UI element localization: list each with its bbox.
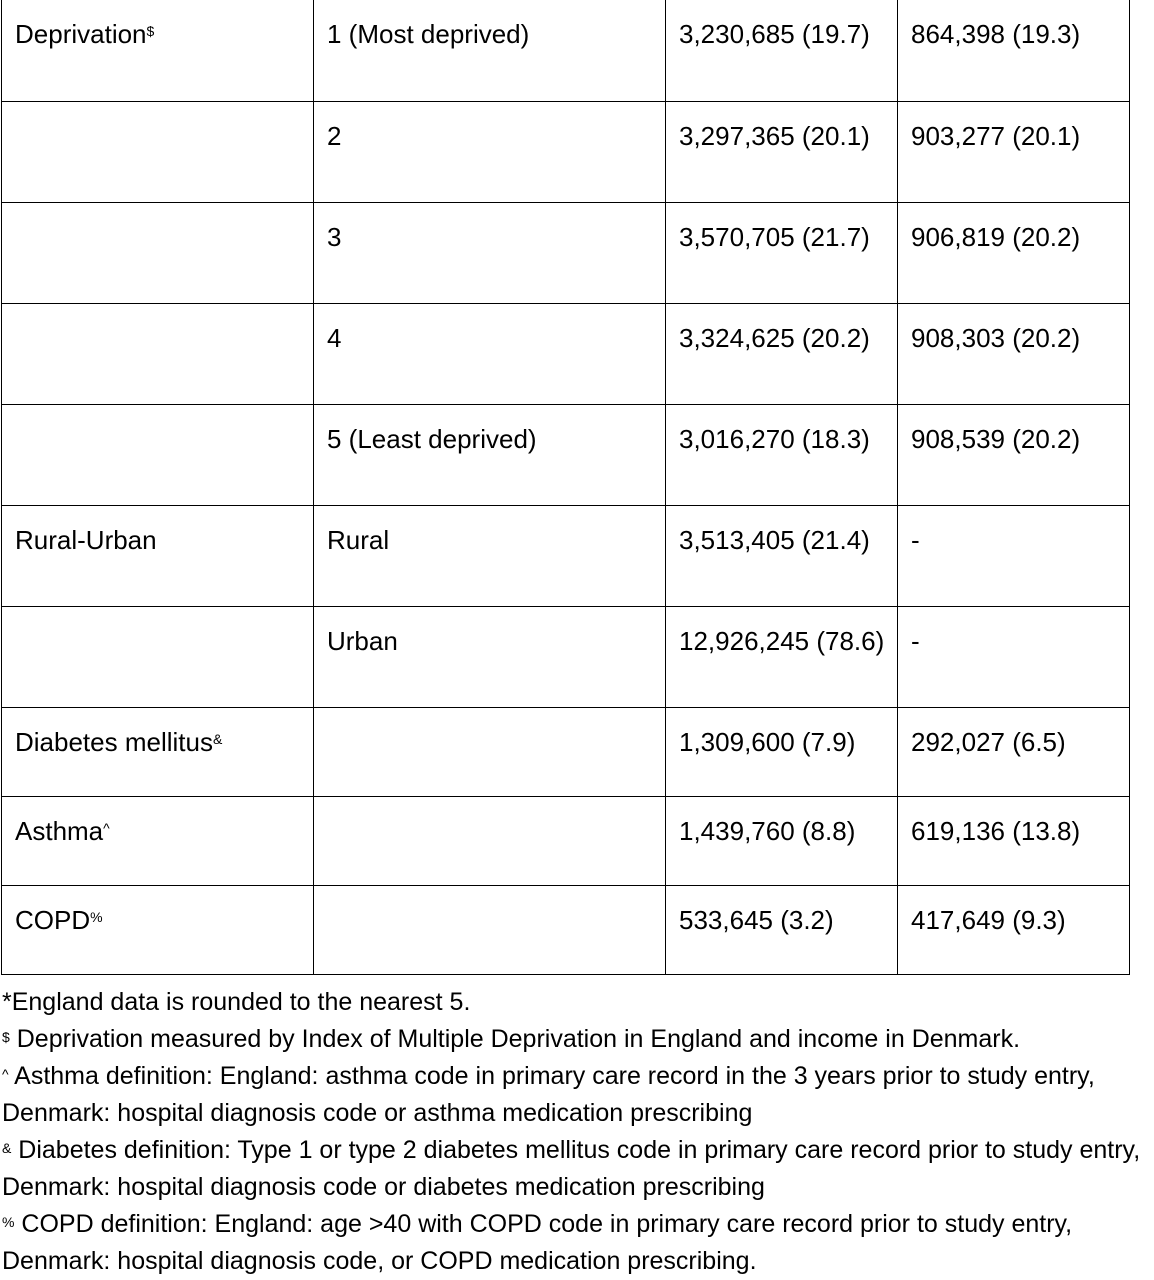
england-cell: 3,513,405 (21.4) [666,505,898,606]
characteristics-table [1,0,1130,975]
category-cell: 2 [314,101,666,202]
footnote-marker: $ [146,23,155,39]
table-row [2,404,1130,505]
row-label-cell [2,202,314,303]
category-cell: Urban [314,606,666,707]
table-row [2,303,1130,404]
row-label: Asthma [15,815,104,846]
footnote-text: Deprivation measured by Index of Multiple Deprivation in England and income in Denmark. [9,1025,1021,1053]
footnote-marker: % [90,908,103,925]
table-row [2,885,1130,974]
table-row [2,505,1130,606]
footnote-text: COPD definition: England: age >40 with COPD code in primary care record prior to study entry, Denmark: hospital diagnosis code, or COPD medication prescribing. [2,1210,1073,1275]
denmark-cell: 292,027 (6.5) [898,707,1130,796]
england-cell: 12,926,245 (78.6) [666,606,898,707]
denmark-cell: 619,136 (13.8) [898,796,1130,885]
category-cell: 5 (Least deprived) [314,404,666,505]
table-row [2,796,1130,885]
row-label: Diabetes mellitus [15,726,213,757]
england-cell: 1,439,760 (8.8) [666,796,898,885]
denmark-cell: 417,649 (9.3) [898,885,1130,974]
row-label: Rural-Urban [15,524,157,555]
row-label-cell [2,101,314,202]
category-cell [314,707,666,796]
footnote [2,984,1154,1021]
row-label-cell [2,303,314,404]
denmark-cell: 906,819 (20.2) [898,202,1130,303]
row-label: COPD [15,904,91,935]
row-label: Deprivation [15,19,147,49]
footnote-text: Asthma definition: England: asthma code in primary care record in the 3 years prior to study entry, Denmark: hospital diagnosis code or asthma medication prescribing [2,1062,1095,1127]
footnote-marker: % [2,1214,15,1230]
footnote-marker: ^ [2,1066,9,1082]
table-row [2,606,1130,707]
england-cell: 1,309,600 (7.9) [666,707,898,796]
row-label-cell [2,885,314,974]
footnote-text: *England data is rounded to the nearest 5. [2,988,471,1016]
england-cell: 3,324,625 (20.2) [666,303,898,404]
england-cell: 533,645 (3.2) [666,885,898,974]
category-cell: 4 [314,303,666,404]
footnote-marker: & [212,730,223,747]
footnote-marker: ^ [103,819,110,836]
england-cell: 3,230,685 (19.7) [666,0,898,101]
category-cell: Rural [314,505,666,606]
row-label-cell [2,0,314,101]
table-footnotes [2,984,1154,1280]
category-cell: 1 (Most deprived) [314,0,666,101]
table-row [2,707,1130,796]
row-label-cell [2,404,314,505]
denmark-cell: 908,303 (20.2) [898,303,1130,404]
table-row [2,101,1130,202]
footnote-marker: $ [2,1029,10,1045]
footnote [2,1206,1154,1280]
table-row [2,202,1130,303]
footnote [2,1058,1154,1132]
england-cell: 3,297,365 (20.1) [666,101,898,202]
row-label-cell [2,707,314,796]
denmark-cell: - [898,606,1130,707]
category-cell [314,885,666,974]
category-cell: 3 [314,202,666,303]
denmark-cell: 908,539 (20.2) [898,404,1130,505]
row-label-cell [2,796,314,885]
denmark-cell: 903,277 (20.1) [898,101,1130,202]
england-cell: 3,570,705 (21.7) [666,202,898,303]
footnote-marker: & [2,1140,12,1156]
table-row [2,0,1130,101]
footnote-text: Diabetes definition: Type 1 or type 2 diabetes mellitus code in primary care record prior to study entry, Denmark: hospital diagnosis code or diabetes medication prescribing [2,1136,1141,1201]
row-label-cell [2,505,314,606]
footnote [2,1132,1154,1206]
england-cell: 3,016,270 (18.3) [666,404,898,505]
denmark-cell: 864,398 (19.3) [898,0,1130,101]
category-cell [314,796,666,885]
row-label-cell [2,606,314,707]
denmark-cell: - [898,505,1130,606]
footnote [2,1021,1154,1058]
